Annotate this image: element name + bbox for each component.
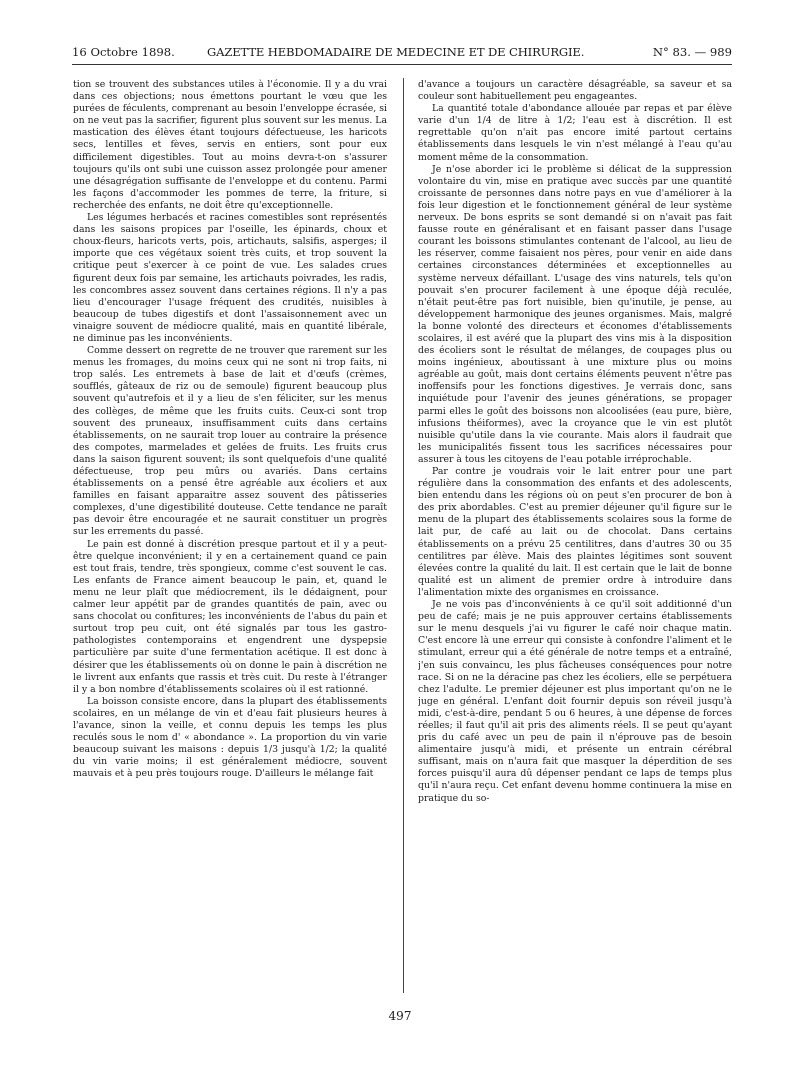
right-column xyxy=(418,79,732,989)
paragraph: Je n'ose aborder ici le problème si délicat de la suppression volontaire du vin, mise en pratique avec succès par une quantité croissante de personnes dans notre pays en vue d'améliorer à la fois leur digestion et le fonctionnement général de leur système nerveux. De bons esprits se sont demandé si on n'avait pas fait fausse route en généralisant et en faisant passer dans l'usage courant les boissons stimulantes contenant de l'alcool, au lieu de les réserver, comme faisaient nos pères, pour venir en aide dans certaines circonstances déterminées et exceptionnelles au système nerveux défaillant. L'usage des vins naturels, tels qu'on pouvait s'en procurer facilement à une époque déjà reculée, n'était peut-être pas fort nuisible, bien qu'inutile, je pense, au développement harmonique des jeunes organismes. Mais, malgré la bonne volonté des directeurs et économes d'établissements scolaires, il est avéré que la plupart des vins mis à la disposition des écoliers sont le résultat de mélanges, de coupages plus ou moins ingénieux, aboutissant à une mixture plus ou moins agréable au goût, mais dont certains éléments peuvent n'être pas inoffensifs pour les fonctions digestives. Je verrais donc, sans inquiétude pour l'avenir des jeunes générations, se propager parmi elles le goût des boissons non alcoolisées (eau pure, bière, infusions théiformes), avec la croyance que le vin est plutôt nuisible qu'utile dans la vie courante. Mais alors il faudrait que les municipalités fissent tous les sacrifices nécessaires pour assurer à tous les citoyens de l'eau potable irréprochable. xyxy=(418,163,732,465)
journal-title: GAZETTE HEBDOMADAIRE DE MEDECINE ET DE CHIRURGIE. xyxy=(207,45,585,59)
paragraph: Les légumes herbacés et racines comestibles sont représentés dans les saisons propices par l'oseille, les épinards, choux et choux-fleurs, haricots verts, pois, artichauts, salsifis, asperges; il importe que ces végétaux soient très cuits, et trop souvent la critique peut s'exercer à ce point de vue. Les salades crues figurent deux fois par semaine, les artichauts poivrades, les radis, les concombres assez souvent dans certaines régions. Il n'y a pas lieu d'encourager l'usage fréquent des crudités, nuisibles à beaucoup de tubes digestifs et dont l'assaisonnement avec un vinaigre souvent de médiocre qualité, mais en quantité libérale, ne diminue pas les inconvénients. xyxy=(73,212,387,344)
paragraph: Comme dessert on regrette de ne trouver que rarement sur les menus les fromages, du moins ceux qui ne sont ni trop faits, ni trop salés. Les entremets à base de lait et d'œufs (crèmes, soufflés, gâteaux de riz ou de semoule) figurent beaucoup plus souvent qu'autrefois et il y a lieu de s'en féliciter, sur les menus des collèges, de même que les fruits cuits. Ceux-ci sont trop souvent des pruneaux, insuffisamment cuits dans certains établissements, on ne saurait trop louer au contraire la présence des compotes, marmelades et gelées de fruits. Les fruits crus dans la saison figurent souvent; ils sont quelquefois d'une qualité défectueuse, trop peu mûrs ou avariés. Dans certains établissements on a pensé être agréable aux écoliers et aux familles en faisant apparaitre assez souvent des pâtisseries complexes, d'une digestibilité douteuse. Cette tendance ne paraît pas devoir être encouragée et ne saurait constituer un progrès sur les errements du passé. xyxy=(73,345,387,538)
paragraph: La quantité totale d'abondance allouée par repas et par élève varie d'un 1/4 de litre à 1/2; l'eau est à discrétion. Il est regrettable qu'on n'ait pas encore imité partout certains établissements dans lesquels le vin n'est mélangé à l'eau qu'au moment même de la consommation. xyxy=(418,103,732,163)
paragraph: La boisson consiste encore, dans la plupart des établissements scolaires, en un mélange de vin et d'eau fait plusieurs heures à l'avance, sinon la veille, et connu depuis les temps les plus reculés sous le nom d' « abondance ». La proportion du vin varie beaucoup suivant les maisons : depuis 1/3 jusqu'à 1/2; la qualité du vin varie moins; il est généralement médiocre, souvent mauvais et à peu près toujours rouge. D'ailleurs le mélange fait xyxy=(73,695,387,780)
paragraph: Par contre je voudrais voir le lait entrer pour une part régulière dans la consommation des enfants et des adolescents, bien entendu dans les régions où on peut s'en procurer de bon à des prix abordables. C'est au premier déjeuner qu'il figure sur le menu de la plupart des établissements scolaires sous la forme de lait pur, de café au lait ou de chocolat. Dans certains établissements on a prévu 25 centilitres, dans d'autres 30 ou 35 centilitres par élève. Mais des plaintes légitimes sont souvent élevées contre la qualité du lait. Il est certain que le lait de bonne qualité est un aliment de premier ordre à introduire dans l'alimentation mixte des organismes en croissance. xyxy=(418,466,732,598)
issue-date: 16 Octobre 1898. xyxy=(72,45,175,59)
running-header xyxy=(72,44,732,60)
column-divider xyxy=(403,78,404,993)
paragraph: tion se trouvent des substances utiles à l'économie. Il y a du vrai dans ces objections; nous émettons pourtant le vœu que les purées de féculents, comprenant au besoin l'enveloppe écrasée, si on ne veut pas la sacrifier, figurent plus souvent sur les menus. La mastication des élèves étant toujours défectueuse, les haricots secs, lentilles et fèves, servis en entiers, sont pour eux difficilement digestibles. Tout au moins devra-t-on s'assurer toujours qu'ils ont subi une cuisson assez prolongée pour amener une désagrégation suffisante de l'enveloppe et du contenu. Parmi les façons d'accommoder les pommes de terre, la friture, si recherchée des enfants, ne doit être qu'exceptionnelle. xyxy=(73,79,387,211)
header-rule xyxy=(72,64,732,65)
issue-number: N° 83. — 989 xyxy=(652,45,732,59)
paragraph: Le pain est donné à discrétion presque partout et il y a peut-être quelque inconvénient; il y en a certainement quand ce pain est tout frais, tendre, très spongieux, comme c'est souvent le cas. Les enfants de France aiment beaucoup le pain, et, quand le menu ne leur plaît que médiocrement, ils le dédaignent, pour calmer leur appétit par de grandes quantités de pain, avec ou sans chocolat ou confitures; les inconvénients de l'abus du pain et surtout trop peu cuit, ont été signalés par tous les gastro-pathologistes contemporains et engendrent une dyspepsie particulière par suite d'une fermentation acétique. Il est donc à désirer que les établissements où on donne le pain à discrétion ne le livrent aux enfants que rassis et très cuit. Du reste à l'étranger il y a bon nombre d'établissements scolaires où il est rationné. xyxy=(73,538,387,695)
page-number: 497 xyxy=(388,1009,412,1023)
paragraph: d'avance a toujours un caractère désagréable, sa saveur et sa couleur sont habituellement peu engageantes. xyxy=(418,79,732,103)
paragraph: Je ne vois pas d'inconvénients à ce qu'il soit additionné d'un peu de café; mais je ne puis approuver certains établissements sur le menu desquels j'ai vu figurer le café noir chaque matin. C'est encore là une erreur qui consiste à confondre l'aliment et le stimulant, erreur qui a été générale de notre temps et a entraîné, j'en suis convaincu, les plus fâcheuses conséquences pour notre race. Si on ne la déracine pas chez les écoliers, elle se perpétuera chez l'adulte. Le premier déjeuner est plus important qu'on ne le juge en général. L'enfant doit fournir depuis son réveil jusqu'à midi, c'est-à-dire, pendant 5 ou 6 heures, à une dépense de forces réelles; il faut qu'il ait pris des aliments réels. Il se peut qu'ayant pris du café avec un peu de pain il n'éprouve pas de besoin alimentaire jusqu'à midi, et présente un entrain cérébral suffisant, mais on n'aura fait que masquer la déperdition de ses forces puisqu'il aura dû dépenser pendant ce laps de temps plus qu'il n'aura reçu. Cet enfant devenu homme continuera la mise en pratique du so- xyxy=(418,599,732,804)
left-column xyxy=(73,79,387,989)
